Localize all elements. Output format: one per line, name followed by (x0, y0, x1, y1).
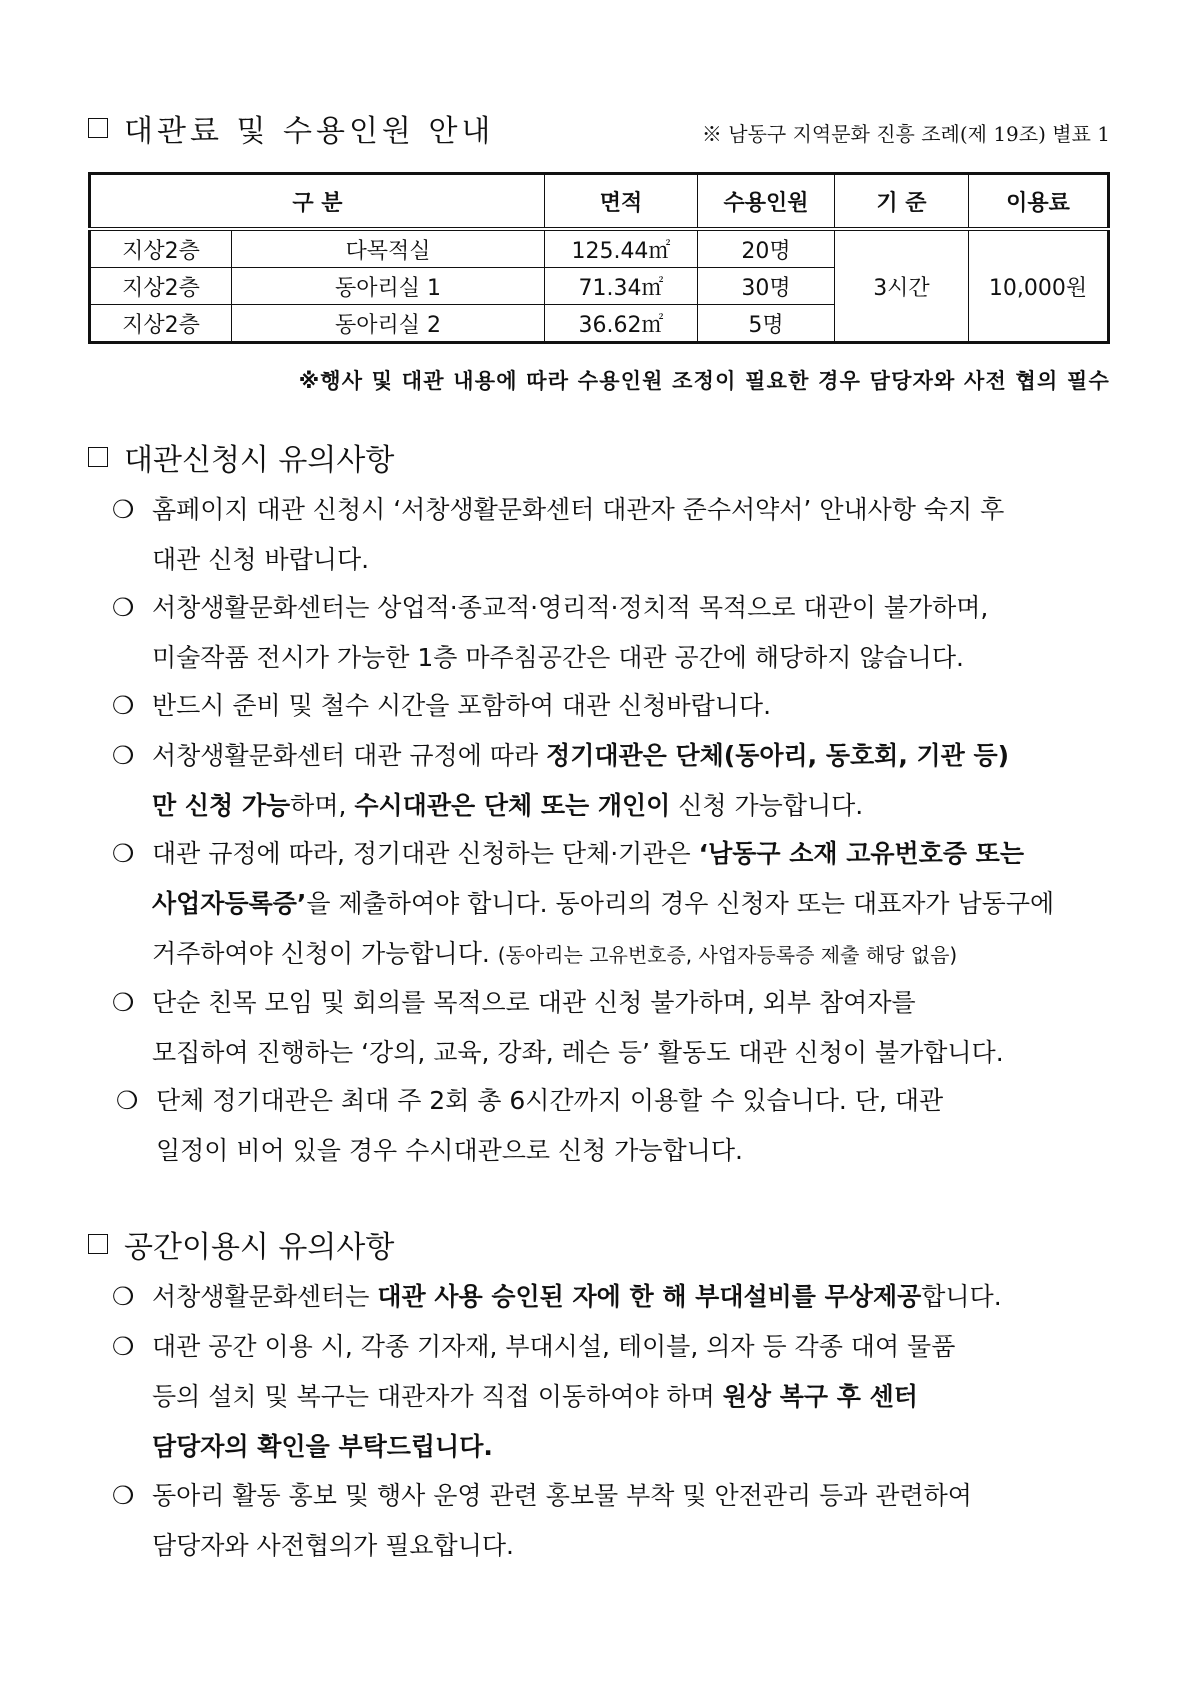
circle-bullet-icon: ❍ (112, 691, 135, 720)
bold-segment: 대관 사용 승인된 자에 한 해 부대설비를 무상제공 (377, 1282, 922, 1311)
text-segment: 서창생활문화센터는 (152, 1282, 378, 1311)
cell-fee: 10,000원 (968, 229, 1108, 343)
item-line: 담당자의 확인을 부탁드립니다. (152, 1432, 493, 1461)
bold-segment: 원상 복구 후 센터 (722, 1382, 918, 1411)
list-item (112, 1272, 1112, 1322)
small-note: (동아리는 고유번호증, 사업자등록증 제출 해당 없음) (497, 943, 958, 967)
cell-capacity: 5명 (697, 305, 834, 343)
text-segment: 대관 규정에 따라, 정기대관 신청하는 단체·기관은 (152, 839, 699, 868)
checkbox-square-icon (88, 118, 108, 138)
section3-heading (88, 1222, 394, 1266)
cell-room: 동아리실 1 (232, 268, 545, 305)
header-capacity: 수용인원 (697, 174, 834, 230)
section1-heading (88, 106, 494, 150)
item-line: 반드시 준비 및 철수 시간을 포함하여 대관 신청바랍니다. (152, 691, 772, 720)
cell-room: 다목적실 (232, 229, 545, 268)
header-fee: 이용료 (968, 174, 1108, 230)
item-line: 모집하여 진행하는 ‘강의, 교육, 강좌, 레슨 등’ 활동도 대관 신청이 불가합니다. (152, 1038, 1004, 1067)
checkbox-square-icon (88, 447, 108, 467)
item-line: 미술작품 전시가 가능한 1층 마주침공간은 대관 공간에 해당하지 않습니다. (152, 643, 964, 672)
cell-room: 동아리실 2 (232, 305, 545, 343)
cell-area: 36.62㎡ (544, 305, 697, 343)
table-footnote: ※행사 및 대관 내용에 따라 수용인원 조정이 필요한 경우 담당자와 사전 협의 필수 (298, 369, 1110, 393)
cell-area: 71.34㎡ (544, 268, 697, 305)
ordinance-reference: ※ 남동구 지역문화 진흥 조례(제 19조) 별표 1 (701, 122, 1110, 146)
list-item (112, 681, 1112, 731)
text-segment: 합니다. (921, 1282, 1002, 1311)
text-segment: 등의 설치 및 복구는 대관자가 직접 이동하여야 하며 (152, 1382, 723, 1411)
circle-bullet-icon: ❍ (112, 741, 135, 770)
bold-segment: ‘남동구 소재 고유번호증 또는 (698, 839, 1024, 868)
item-line: 단체 정기대관은 최대 주 2회 총 6시간까지 이용할 수 있습니다. 단, 대관 (156, 1086, 944, 1115)
circle-bullet-icon: ❍ (112, 1332, 135, 1361)
item-line: 동아리 활동 홍보 및 행사 운영 관련 홍보물 부착 및 안전관리 등과 관련하여 (152, 1481, 972, 1510)
header-category: 구 분 (90, 174, 545, 230)
item-line: 일정이 비어 있을 경우 수시대관으로 신청 가능합니다. (156, 1136, 743, 1165)
circle-bullet-icon: ❍ (112, 839, 135, 868)
section3-title: 공간이용시 유의사항 (124, 1230, 395, 1265)
item-line: 대관 공간 이용 시, 각종 기자재, 부대시설, 테이블, 의자 등 각종 대여 물품 (152, 1332, 956, 1361)
item-line: 서창생활문화센터는 상업적·종교적·영리적·정치적 목적으로 대관이 불가하며, (152, 593, 989, 622)
bold-segment: 사업자등록증’ (152, 889, 307, 918)
list-item (112, 1471, 1112, 1571)
cell-standard: 3시간 (834, 229, 968, 343)
checkbox-square-icon (88, 1234, 108, 1254)
bold-segment: 수시대관은 단체 또는 개인이 (354, 791, 671, 820)
table-row (90, 229, 1109, 268)
fee-table (88, 172, 1110, 344)
item-line: 담당자와 사전협의가 필요합니다. (152, 1531, 514, 1560)
item-line (112, 929, 1112, 980)
circle-bullet-icon: ❍ (116, 1086, 139, 1115)
item-line (112, 731, 1112, 781)
cell-capacity: 30명 (697, 268, 834, 305)
item-line: 대관 신청 바랍니다. (152, 545, 370, 574)
text-segment: 신청 가능합니다. (670, 791, 864, 820)
item-line (112, 829, 1112, 879)
item-line (112, 1372, 1112, 1422)
list-item (112, 731, 1112, 831)
section2-heading (88, 435, 394, 479)
list-item (116, 1076, 1116, 1176)
cell-floor: 지상2층 (90, 305, 232, 343)
cell-area: 125.44㎡ (544, 229, 697, 268)
header-standard: 기 준 (834, 174, 968, 230)
circle-bullet-icon: ❍ (112, 495, 135, 524)
list-item (112, 829, 1112, 980)
section2-title: 대관신청시 유의사항 (124, 443, 395, 478)
text-segment: 거주하여야 신청이 가능합니다. (152, 939, 498, 968)
text-segment: 서창생활문화센터 대관 규정에 따라 (152, 741, 547, 770)
circle-bullet-icon: ❍ (112, 988, 135, 1017)
list-item (112, 1322, 1112, 1472)
item-line: 홈페이지 대관 신청시 ‘서창생활문화센터 대관자 준수서약서’ 안내사항 숙지 후 (152, 495, 1005, 524)
cell-floor: 지상2층 (90, 268, 232, 305)
text-segment: 하며, (290, 791, 355, 820)
header-area: 면적 (544, 174, 697, 230)
item-line: 단순 친목 모임 및 회의를 목적으로 대관 신청 불가하며, 외부 참여자를 (152, 988, 916, 1017)
list-item (112, 485, 1112, 585)
item-line (112, 879, 1112, 929)
list-item (112, 978, 1112, 1078)
section1-title: 대관료 및 수용인원 안내 (124, 114, 495, 149)
circle-bullet-icon: ❍ (112, 593, 135, 622)
item-line (112, 781, 1112, 831)
cell-floor: 지상2층 (90, 229, 232, 268)
list-item (112, 583, 1112, 683)
circle-bullet-icon: ❍ (112, 1481, 135, 1510)
table-header-row (90, 174, 1109, 230)
circle-bullet-icon: ❍ (112, 1282, 135, 1311)
bold-segment: 만 신청 가능 (152, 791, 291, 820)
text-segment: 을 제출하여야 합니다. 동아리의 경우 신청자 또는 대표자가 남동구에 (306, 889, 1055, 918)
cell-capacity: 20명 (697, 229, 834, 268)
bold-segment: 정기대관은 단체(동아리, 동호회, 기관 등) (546, 741, 1010, 770)
item-line (112, 1272, 1112, 1322)
